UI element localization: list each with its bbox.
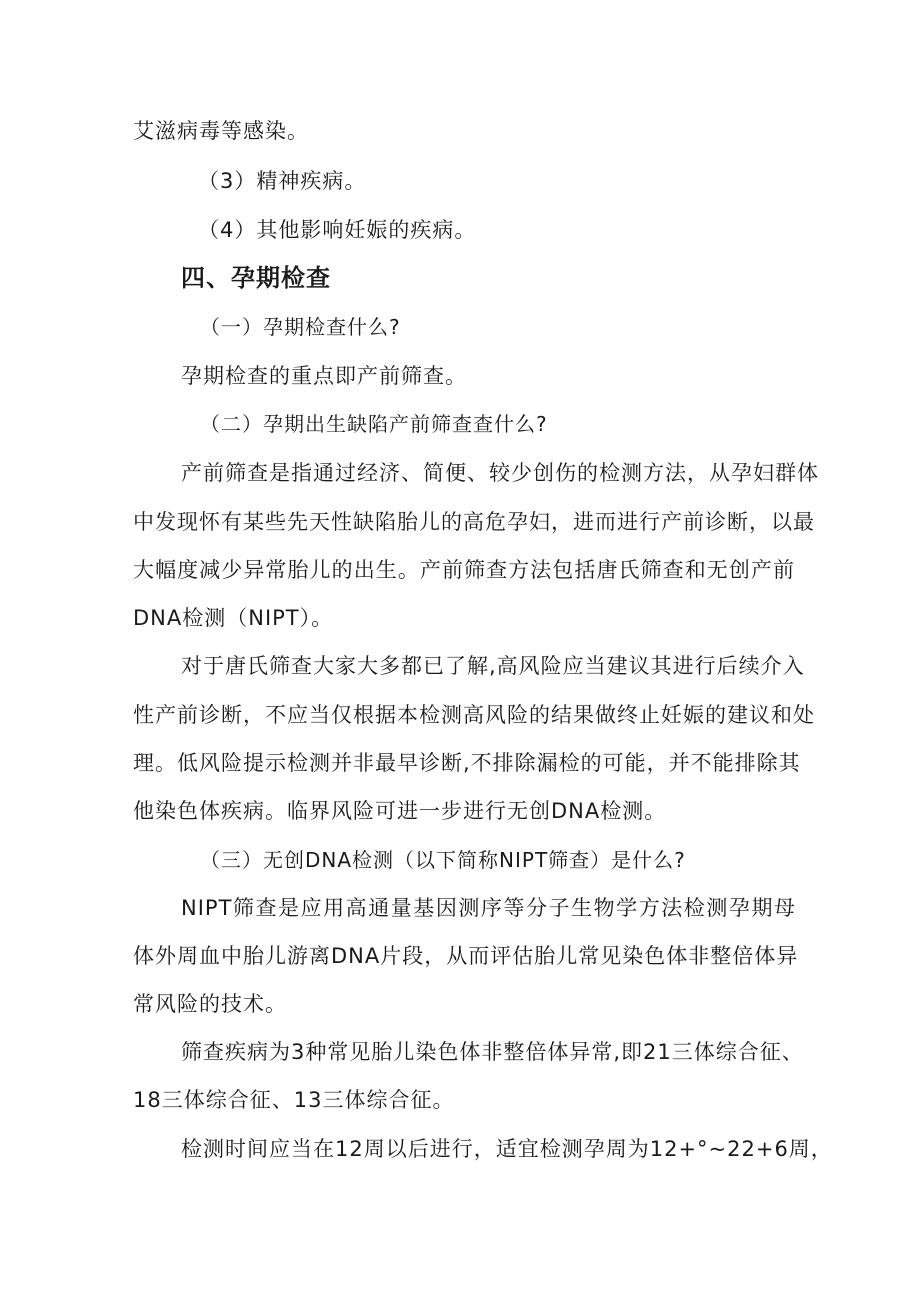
paragraph-line: 体外周血中胎儿游离DNA片段，从而评估胎儿常见染色体非整倍体异 <box>133 944 799 968</box>
paragraph-line: 检测时间应当在12周以后进行，适宜检测孕周为12+°~22+6周， <box>181 1137 833 1161</box>
paragraph-line: 筛查疾病为3种常见胎儿染色体非整倍体异常,即21三体综合征、 <box>181 1040 804 1064</box>
paragraph-line: 常风险的技术。 <box>133 992 287 1016</box>
paragraph-line: 大幅度减少异常胎儿的出生。产前筛查方法包括唐氏筛查和无创产前 <box>133 558 795 582</box>
paragraph-line: 性产前诊断，不应当仅根据本检测高风险的结果做终止妊娠的建议和处 <box>133 703 815 727</box>
subsection-question-1: （一）孕期检查什么? <box>200 315 401 339</box>
paragraph-line: 产前筛查是指通过经济、简便、较少创伤的检测方法，从孕妇群体 <box>181 461 819 485</box>
paragraph-line: NIPT筛查是应用高通量基因测序等分子生物学方法检测孕期母 <box>181 896 796 920</box>
paragraph-line: 孕期检查的重点即产前筛查。 <box>181 364 467 388</box>
subsection-question-2: （二）孕期出生缺陷产前筛查查什么? <box>200 412 548 436</box>
section-heading: 四、孕期检查 <box>181 264 331 292</box>
list-item-3: （3）精神疾病。 <box>198 169 367 193</box>
paragraph-line: DNA检测（NIPT）。 <box>133 606 334 630</box>
subsection-question-3: （三）无创DNA检测（以下简称NIPT筛查）是什么? <box>200 848 686 872</box>
paragraph-line: 18三体综合征、13三体综合征。 <box>133 1088 455 1112</box>
paragraph-line: 他染色体疾病。临界风险可进一步进行无创DNA检测。 <box>133 799 667 823</box>
paragraph-line: 艾滋病毒等感染。 <box>133 119 309 143</box>
paragraph-line: 理。低风险提示检测并非最早诊断,不排除漏检的可能，并不能排除其 <box>133 751 801 775</box>
list-item-4: （4）其他影响妊娠的疾病。 <box>198 218 477 242</box>
paragraph-line: 对于唐氏筛查大家大多都已了解,高风险应当建议其进行后续介入 <box>181 654 805 678</box>
paragraph-line: 中发现怀有某些先天性缺陷胎儿的高危孕妇，进而进行产前诊断，以最 <box>133 510 815 534</box>
